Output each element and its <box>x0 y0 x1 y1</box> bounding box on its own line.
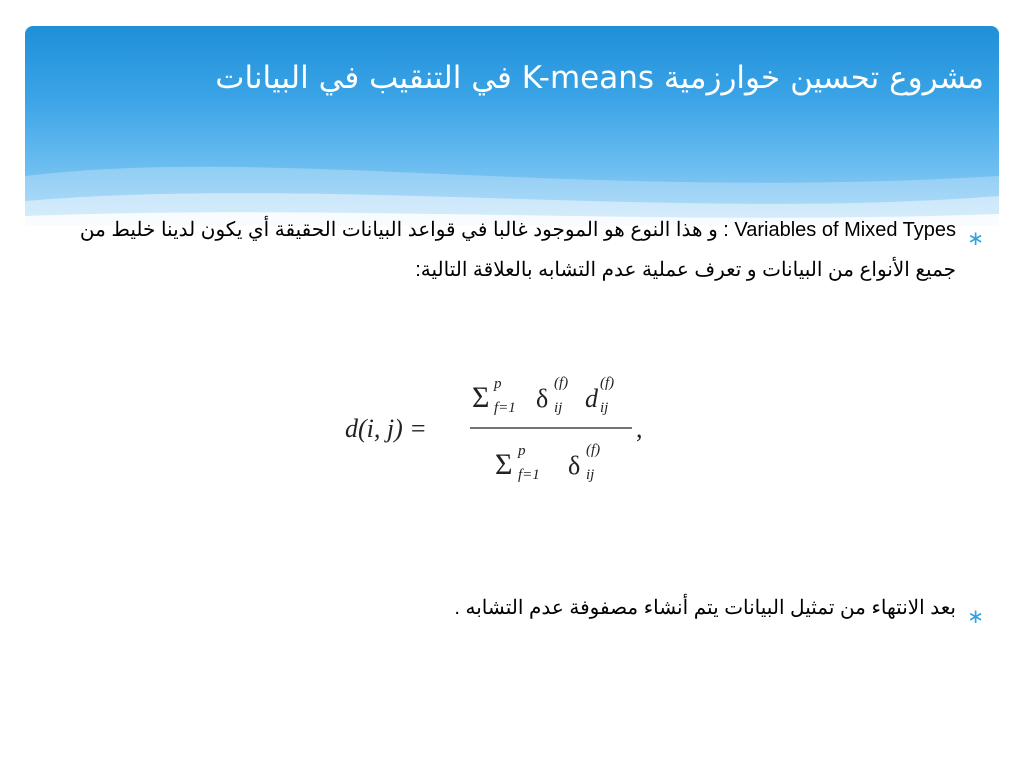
slide-header <box>25 26 999 226</box>
numerator-sum-lower: f=1 <box>494 400 516 416</box>
dissimilarity-formula <box>330 362 670 502</box>
denominator-delta: δ <box>568 451 581 480</box>
denominator-sum-symbol: Σ <box>495 448 513 481</box>
numerator-d-sup: (f) <box>600 375 615 391</box>
denominator-delta-sub: ij <box>586 467 595 483</box>
bullet-marker-icon: ∗ <box>967 604 984 628</box>
slide-title: مشروع تحسين خوارزمية K-means في التنقيب في البيانات <box>215 60 984 96</box>
numerator-delta-sub: ij <box>554 400 563 416</box>
numerator-d-sub: ij <box>600 400 609 416</box>
numerator-sum-symbol: Σ <box>472 381 490 414</box>
bullet-text: Variables of Mixed Types : و هذا النوع هو الموجود غالبا في قواعد البيانات الحقيقة أي يكون لدينا خليط من جميع الأنواع من البيانات و تعرف عملية عدم التشابه بالعلاقة التالية: <box>79 219 956 281</box>
bullet-text: بعد الانتهاء من تمثيل البيانات يتم أنشاء مصفوفة عدم التشابه . <box>454 597 956 619</box>
denominator-sum-upper: p <box>518 443 526 459</box>
bullet-marker-icon: ∗ <box>967 226 984 250</box>
numerator-d: d <box>585 384 598 413</box>
numerator-sum-upper: p <box>494 376 502 392</box>
bullet-item-matrix <box>256 588 984 628</box>
denominator-delta-sup: (f) <box>586 442 601 458</box>
denominator-sum-lower: f=1 <box>518 467 540 483</box>
numerator-delta: δ <box>536 384 549 413</box>
formula-trailing-comma: , <box>636 414 643 443</box>
bullet-item-mixed-types <box>46 210 984 290</box>
header-wave-decoration <box>25 26 999 226</box>
numerator-delta-sup: (f) <box>554 375 569 391</box>
formula-lhs: d(i, j) = <box>345 414 427 443</box>
